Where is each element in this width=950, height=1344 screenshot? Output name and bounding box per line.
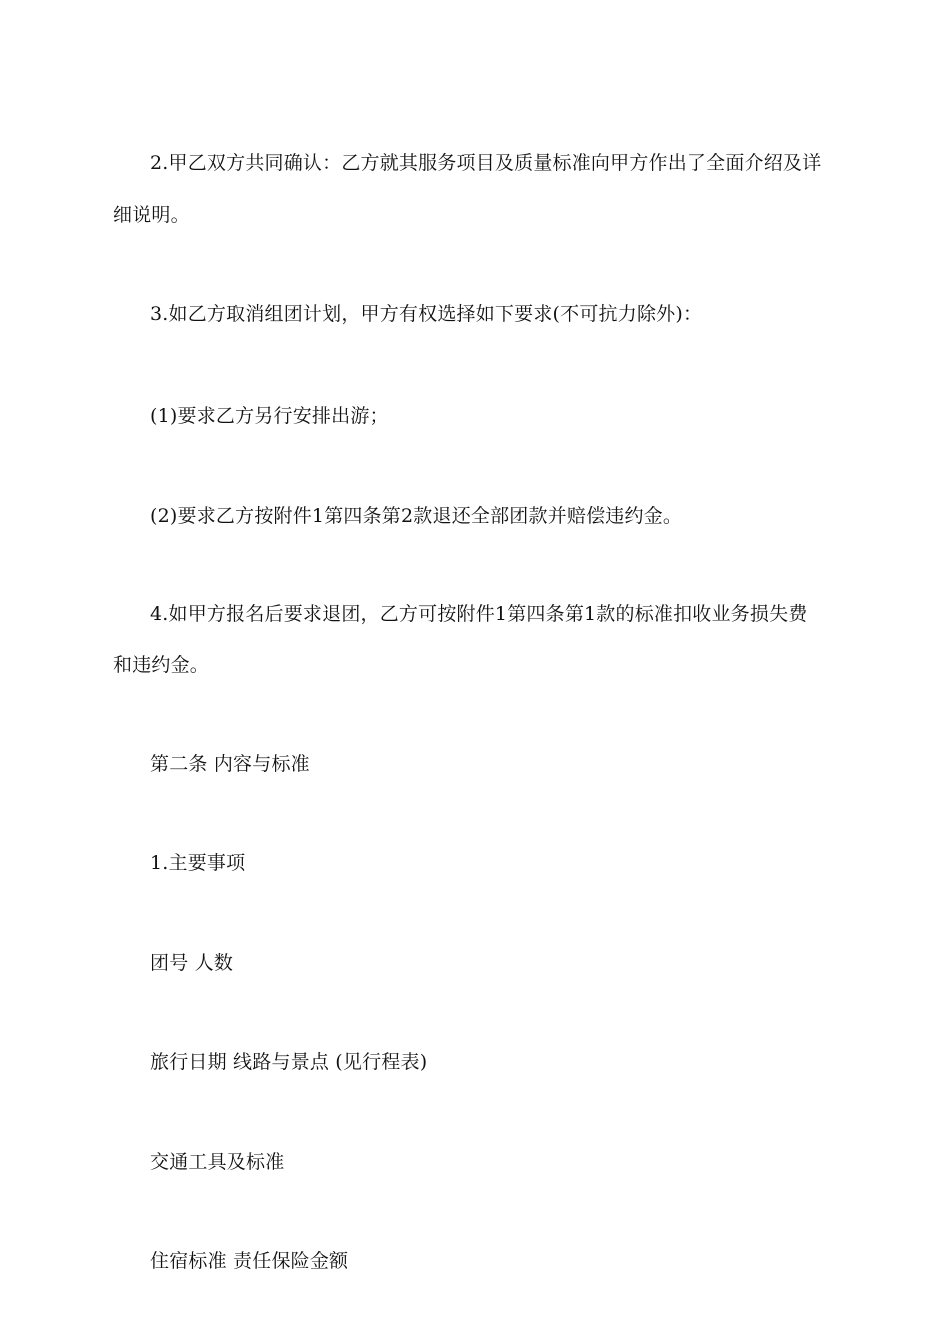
paragraph-2-line-1: 2.甲乙双方共同确认：乙方就其服务项目及质量标准向甲方作出了全面介绍及详	[150, 152, 822, 174]
paragraph-3: 3.如乙方取消组团计划，甲方有权选择如下要求(不可抗力除外)：	[150, 303, 703, 325]
field-accommodation-insurance: 住宿标准 责任保险金额	[150, 1250, 349, 1272]
field-group-number-count: 团号 人数	[150, 952, 234, 974]
field-travel-date-route: 旅行日期 线路与景点 (见行程表)	[150, 1051, 428, 1073]
section-main-items: 1.主要事项	[150, 852, 246, 874]
paragraph-4-line-1: 4.如甲方报名后要求退团，乙方可按附件1第四条第1款的标准扣收业务损失费	[150, 603, 808, 625]
article-2-heading: 第二条 内容与标准	[150, 753, 310, 775]
paragraph-4-line-2: 和违约金。	[113, 654, 210, 676]
paragraph-2-line-2: 细说明。	[113, 204, 190, 226]
field-transport: 交通工具及标准	[150, 1151, 285, 1173]
paragraph-3-option-1: (1)要求乙方另行安排出游；	[150, 405, 389, 427]
paragraph-3-option-2: (2)要求乙方按附件1第四条第2款退还全部团款并赔偿违约金。	[150, 505, 683, 527]
